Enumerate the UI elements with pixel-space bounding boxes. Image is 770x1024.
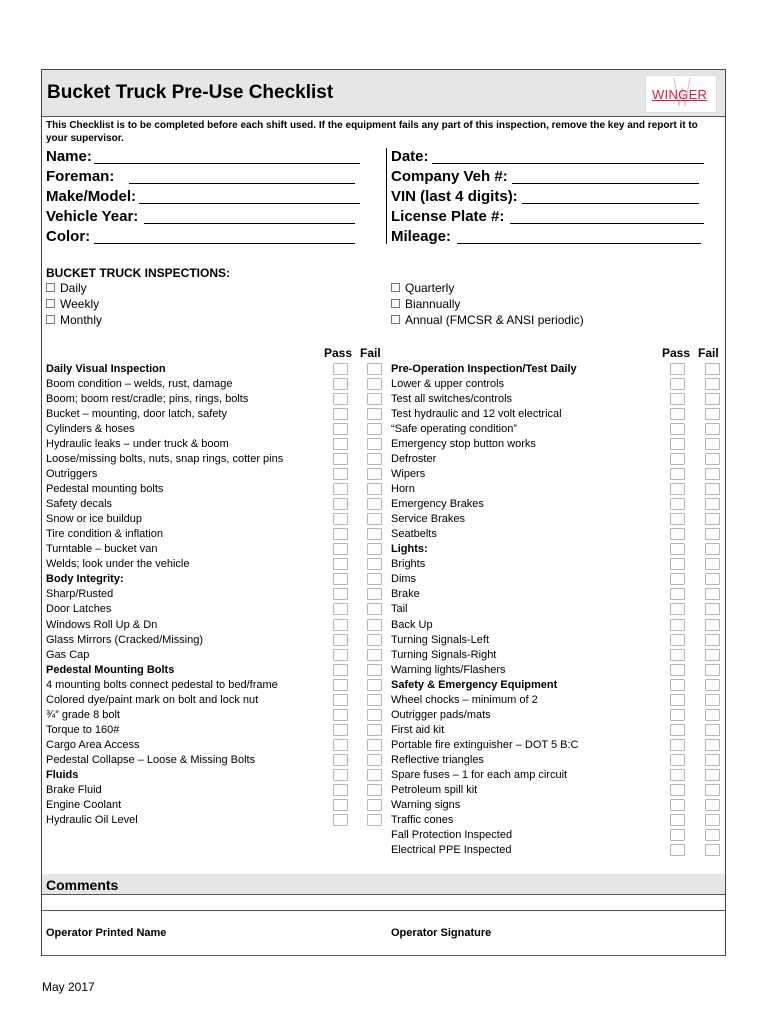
fail-checkbox[interactable] <box>705 453 720 465</box>
fail-checkbox[interactable] <box>705 588 720 600</box>
checklist-item: Safety & Emergency Equipment <box>391 678 558 691</box>
fail-checkbox[interactable] <box>367 679 382 691</box>
checklist-item: Test hydraulic and 12 volt electrical <box>391 408 562 421</box>
pass-checkbox[interactable] <box>670 363 685 375</box>
checklist-item: 4 mounting bolts connect pedestal to bed/frame <box>46 678 278 691</box>
fail-checkbox[interactable] <box>367 649 382 661</box>
fail-checkbox[interactable] <box>367 709 382 721</box>
checklist-item: Brake <box>391 588 420 601</box>
frequency-option[interactable] <box>46 313 102 327</box>
fail-checkbox[interactable] <box>367 528 382 540</box>
checklist-item: Glass Mirrors (Cracked/Missing) <box>46 633 204 646</box>
checklist-item: Lights: <box>391 543 428 556</box>
checklist-item: Brake Fluid <box>46 783 102 796</box>
checklist-item: Snow or ice buildup <box>46 513 143 526</box>
fail-checkbox[interactable] <box>705 543 720 555</box>
fail-checkbox[interactable] <box>367 483 382 495</box>
frequency-option[interactable] <box>391 313 584 327</box>
checklist-item: Brights <box>391 558 426 571</box>
pass-checkbox[interactable] <box>670 694 685 706</box>
fail-checkbox[interactable] <box>367 543 382 555</box>
right-field-input-line[interactable] <box>432 163 704 164</box>
checklist-item: Wheel chocks – minimum of 2 <box>391 693 538 706</box>
pass-checkbox[interactable] <box>670 754 685 766</box>
checklist-item: Electrical PPE Inspected <box>391 843 512 856</box>
pass-header-left: Pass <box>324 346 353 360</box>
pass-checkbox[interactable] <box>670 543 685 555</box>
right-field-input-line[interactable] <box>457 243 701 244</box>
checklist-item: Outriggers <box>46 468 98 481</box>
pass-checkbox[interactable] <box>333 588 348 600</box>
frequency-label: Monthly <box>60 313 103 327</box>
pass-checkbox[interactable] <box>670 739 685 751</box>
checklist-item: Cylinders & hoses <box>46 423 135 436</box>
pass-checkbox[interactable] <box>670 408 685 420</box>
pass-checkbox[interactable] <box>333 483 348 495</box>
checkbox-icon[interactable] <box>46 315 55 324</box>
checklist-item: Safety decals <box>46 498 113 511</box>
fail-checkbox[interactable] <box>367 769 382 781</box>
checkbox-icon[interactable] <box>391 283 400 292</box>
left-field-label: Vehicle Year: <box>46 208 139 225</box>
frequency-label: Biannually <box>405 297 461 311</box>
fail-checkbox[interactable] <box>705 603 720 615</box>
fail-checkbox[interactable] <box>705 844 720 856</box>
checklist-item: Sharp/Rusted <box>46 588 114 601</box>
pass-checkbox[interactable] <box>333 739 348 751</box>
fail-checkbox[interactable] <box>705 528 720 540</box>
fail-checkbox[interactable] <box>367 799 382 811</box>
checklist-item: Engine Coolant <box>46 798 122 811</box>
pass-checkbox[interactable] <box>333 634 348 646</box>
fail-checkbox[interactable] <box>705 649 720 661</box>
pass-checkbox[interactable] <box>333 558 348 570</box>
checklist-item: Windows Roll Up & Dn <box>46 618 158 631</box>
fail-header-right: Fail <box>698 346 719 360</box>
checklist-item: Emergency stop button works <box>391 438 536 451</box>
fail-checkbox[interactable] <box>367 724 382 736</box>
fail-checkbox[interactable] <box>367 378 382 390</box>
pass-checkbox[interactable] <box>333 438 348 450</box>
fail-checkbox[interactable] <box>705 558 720 570</box>
pass-checkbox[interactable] <box>333 694 348 706</box>
signature-line <box>42 955 725 956</box>
checkbox-icon[interactable] <box>46 299 55 308</box>
checklist-item: Tire condition & inflation <box>46 528 163 541</box>
winger-logo <box>645 75 717 113</box>
pass-header-right: Pass <box>662 346 691 360</box>
fail-checkbox[interactable] <box>705 513 720 525</box>
pass-checkbox[interactable] <box>670 649 685 661</box>
pass-checkbox[interactable] <box>333 528 348 540</box>
pass-checkbox[interactable] <box>333 649 348 661</box>
pass-checkbox[interactable] <box>333 799 348 811</box>
fail-checkbox[interactable] <box>367 468 382 480</box>
fail-checkbox[interactable] <box>705 814 720 826</box>
right-field-input-line[interactable] <box>512 183 699 184</box>
fail-header-left: Fail <box>360 346 381 360</box>
checklist-item: Bucket – mounting, door latch, safety <box>46 408 227 421</box>
pass-checkbox[interactable] <box>333 664 348 676</box>
fail-checkbox[interactable] <box>705 709 720 721</box>
fail-checkbox[interactable] <box>705 468 720 480</box>
pass-checkbox[interactable] <box>333 423 348 435</box>
comments-line <box>42 894 725 895</box>
pass-checkbox[interactable] <box>333 408 348 420</box>
pass-checkbox[interactable] <box>670 513 685 525</box>
checklist-item: Turning Signals-Right <box>391 648 497 661</box>
frequency-label: Annual (FMCSR & ANSI periodic) <box>405 313 584 327</box>
pass-checkbox[interactable] <box>333 513 348 525</box>
pass-checkbox[interactable] <box>670 784 685 796</box>
checklist-item: Reflective triangles <box>391 753 484 766</box>
checklist-item: Warning lights/Flashers <box>391 663 506 676</box>
checklist-item: Seatbelts <box>391 528 437 541</box>
fail-checkbox[interactable] <box>367 619 382 631</box>
right-field-label: Date: <box>391 148 429 165</box>
fail-checkbox[interactable] <box>367 634 382 646</box>
pass-checkbox[interactable] <box>670 603 685 615</box>
left-field-input-line[interactable] <box>129 183 355 184</box>
left-field-input-line[interactable] <box>94 243 355 244</box>
pass-checkbox[interactable] <box>333 603 348 615</box>
checklist-item: Pedestal Collapse – Loose & Missing Bolts <box>46 753 256 766</box>
pass-checkbox[interactable] <box>670 664 685 676</box>
checklist-item: Portable fire extinguisher – DOT 5 B:C <box>391 738 579 751</box>
checklist-item: Body Integrity: <box>46 573 124 586</box>
pass-checkbox[interactable] <box>670 498 685 510</box>
fail-checkbox[interactable] <box>705 573 720 585</box>
pass-checkbox[interactable] <box>670 634 685 646</box>
pass-checkbox[interactable] <box>333 468 348 480</box>
pass-checkbox[interactable] <box>670 573 685 585</box>
right-field-input-line[interactable] <box>510 223 704 224</box>
checklist-item: Boom condition – welds, rust, damage <box>46 378 233 391</box>
checklist-item: Turning Signals-Left <box>391 633 490 646</box>
fail-checkbox[interactable] <box>705 378 720 390</box>
pass-checkbox[interactable] <box>333 814 348 826</box>
right-field-label: License Plate #: <box>391 208 505 225</box>
frequency-option[interactable] <box>46 297 99 311</box>
frequency-label: Daily <box>60 281 87 295</box>
checklist-item: Turntable – bucket van <box>46 543 158 556</box>
checklist-item: Torque to 160# <box>46 723 120 736</box>
fields-divider <box>386 148 387 244</box>
checklist-item: Boom; boom rest/cradle; pins, rings, bolts <box>46 393 249 406</box>
checklist-item: Fluids <box>46 768 79 781</box>
pass-checkbox[interactable] <box>670 814 685 826</box>
pass-checkbox[interactable] <box>333 498 348 510</box>
pass-checkbox[interactable] <box>670 799 685 811</box>
fail-checkbox[interactable] <box>705 739 720 751</box>
frequency-option[interactable] <box>391 281 454 295</box>
comments-line <box>42 910 725 911</box>
frequency-label: Weekly <box>60 297 100 311</box>
pass-checkbox[interactable] <box>670 438 685 450</box>
checklist-item: Door Latches <box>46 603 112 616</box>
checklist-item: Horn <box>391 483 415 496</box>
pass-checkbox[interactable] <box>333 453 348 465</box>
fail-checkbox[interactable] <box>367 739 382 751</box>
checklist-item: Daily Visual Inspection <box>46 363 166 375</box>
fail-checkbox[interactable] <box>367 603 382 615</box>
comments-header <box>42 874 725 894</box>
fail-checkbox[interactable] <box>367 694 382 706</box>
pass-checkbox[interactable] <box>333 619 348 631</box>
pass-checkbox[interactable] <box>670 528 685 540</box>
checklist-item: Warning signs <box>391 798 461 811</box>
fail-checkbox[interactable] <box>367 784 382 796</box>
fail-checkbox[interactable] <box>367 558 382 570</box>
fail-checkbox[interactable] <box>367 498 382 510</box>
operator-name-label: Operator Printed Name <box>46 927 167 939</box>
checklist-item: Back Up <box>391 618 433 631</box>
checklist-item: Cargo Area Access <box>46 738 140 751</box>
pass-checkbox[interactable] <box>333 724 348 736</box>
pass-checkbox[interactable] <box>670 483 685 495</box>
fail-checkbox[interactable] <box>705 829 720 841</box>
right-field-label: Mileage: <box>391 228 452 245</box>
fail-checkbox[interactable] <box>367 588 382 600</box>
fail-checkbox[interactable] <box>705 498 720 510</box>
fail-checkbox[interactable] <box>705 784 720 796</box>
checkbox-icon[interactable] <box>391 299 400 308</box>
pass-checkbox[interactable] <box>670 679 685 691</box>
fail-checkbox[interactable] <box>367 363 382 375</box>
checklist-item: Traffic cones <box>391 813 454 826</box>
left-field-label: Name: <box>46 148 92 165</box>
pass-checkbox[interactable] <box>670 588 685 600</box>
pass-checkbox[interactable] <box>333 378 348 390</box>
pass-checkbox[interactable] <box>333 769 348 781</box>
checklist-item: Fall Protection Inspected <box>391 828 513 841</box>
checkbox-icon[interactable] <box>391 315 400 324</box>
fail-checkbox[interactable] <box>367 664 382 676</box>
form-title: Bucket Truck Pre-Use Checklist <box>47 82 334 103</box>
fail-checkbox[interactable] <box>367 393 382 405</box>
fail-checkbox[interactable] <box>705 799 720 811</box>
checklist-form <box>41 69 726 956</box>
fail-checkbox[interactable] <box>705 363 720 375</box>
inspections-heading: BUCKET TRUCK INSPECTIONS: <box>46 266 231 280</box>
right-field-input-line[interactable] <box>522 203 699 204</box>
checklist-item: Pedestal Mounting Bolts <box>46 663 175 676</box>
fail-checkbox[interactable] <box>367 814 382 826</box>
checklist-item: “Safe operating condition” <box>391 423 517 436</box>
checklist-item: ¾” grade 8 bolt <box>46 708 120 721</box>
left-field-label: Make/Model: <box>46 188 137 205</box>
frequency-option[interactable] <box>391 297 460 311</box>
checklist-item: Service Brakes <box>391 513 465 526</box>
pass-checkbox[interactable] <box>333 709 348 721</box>
fail-checkbox[interactable] <box>367 573 382 585</box>
checkbox-icon[interactable] <box>46 283 55 292</box>
fail-checkbox[interactable] <box>705 754 720 766</box>
pass-checkbox[interactable] <box>670 829 685 841</box>
frequency-label: Quarterly <box>405 281 455 295</box>
logo-text: WINGER <box>652 87 708 102</box>
right-field-label: Company Veh #: <box>391 168 508 185</box>
operator-signature-label: Operator Signature <box>391 927 492 939</box>
frequency-option[interactable] <box>46 281 87 295</box>
pass-checkbox[interactable] <box>670 378 685 390</box>
checklist-item: Spare fuses – 1 for each amp circuit <box>391 768 568 781</box>
fail-checkbox[interactable] <box>367 438 382 450</box>
fail-checkbox[interactable] <box>705 423 720 435</box>
checklist-item: Dims <box>391 573 417 586</box>
pass-checkbox[interactable] <box>333 679 348 691</box>
pass-checkbox[interactable] <box>670 769 685 781</box>
pass-checkbox[interactable] <box>333 363 348 375</box>
fail-checkbox[interactable] <box>367 408 382 420</box>
title-bar <box>42 70 725 117</box>
fail-checkbox[interactable] <box>367 754 382 766</box>
checklist-item: Lower & upper controls <box>391 378 505 391</box>
left-field-input-line[interactable] <box>139 203 360 204</box>
checklist-item: Loose/missing bolts, nuts, snap rings, cotter pins <box>46 453 284 466</box>
checklist-item: Test all switches/controls <box>391 393 513 406</box>
pass-checkbox[interactable] <box>670 558 685 570</box>
left-field-label: Foreman: <box>46 168 115 185</box>
checklist-item: Pedestal mounting bolts <box>46 483 164 496</box>
fail-checkbox[interactable] <box>367 453 382 465</box>
fail-checkbox[interactable] <box>705 769 720 781</box>
pass-checkbox[interactable] <box>670 393 685 405</box>
fail-checkbox[interactable] <box>367 513 382 525</box>
checklist-item: Outrigger pads/mats <box>391 708 491 721</box>
comments-label: Comments <box>46 877 119 893</box>
fail-checkbox[interactable] <box>367 423 382 435</box>
checklist-item: Colored dye/paint mark on bolt and lock nut <box>46 693 259 706</box>
pass-checkbox[interactable] <box>670 453 685 465</box>
fail-checkbox[interactable] <box>705 724 720 736</box>
fail-checkbox[interactable] <box>705 634 720 646</box>
checklist-item: Gas Cap <box>46 648 90 661</box>
pass-checkbox[interactable] <box>670 844 685 856</box>
fail-checkbox[interactable] <box>705 664 720 676</box>
checklist-item: Wipers <box>391 468 426 481</box>
pass-checkbox[interactable] <box>333 784 348 796</box>
left-field-label: Color: <box>46 228 91 245</box>
checklist-item: First aid kit <box>391 723 445 736</box>
checklist-item: Defroster <box>391 453 437 466</box>
pass-checkbox[interactable] <box>670 709 685 721</box>
pass-checkbox[interactable] <box>670 724 685 736</box>
fail-checkbox[interactable] <box>705 438 720 450</box>
pass-checkbox[interactable] <box>333 573 348 585</box>
fail-checkbox[interactable] <box>705 619 720 631</box>
fail-checkbox[interactable] <box>705 408 720 420</box>
fail-checkbox[interactable] <box>705 483 720 495</box>
pass-checkbox[interactable] <box>670 619 685 631</box>
checklist-item: Welds; look under the vehicle <box>46 558 190 571</box>
pass-checkbox[interactable] <box>670 423 685 435</box>
footer-date: May 2017 <box>42 980 95 994</box>
fail-checkbox[interactable] <box>705 694 720 706</box>
fail-checkbox[interactable] <box>705 393 720 405</box>
checklist-item: Petroleum spill kit <box>391 783 478 796</box>
intro-text: This Checklist is to be completed before each shift used. If the equipment fails any part of this inspection, remove the key and report it to your supervisor. <box>46 120 698 144</box>
pass-checkbox[interactable] <box>333 543 348 555</box>
left-field-input-line[interactable] <box>144 223 355 224</box>
checklist-item: Hydraulic Oil Level <box>46 813 138 826</box>
fail-checkbox[interactable] <box>705 679 720 691</box>
pass-checkbox[interactable] <box>333 754 348 766</box>
checklist-item: Emergency Brakes <box>391 498 484 511</box>
checklist-item: Pre-Operation Inspection/Test Daily <box>391 363 577 375</box>
checklist-item: Tail <box>391 603 408 616</box>
pass-checkbox[interactable] <box>670 468 685 480</box>
left-field-input-line[interactable] <box>94 163 360 164</box>
pass-checkbox[interactable] <box>333 393 348 405</box>
right-field-label: VIN (last 4 digits): <box>391 188 518 205</box>
checklist-item: Hydraulic leaks – under truck & boom <box>46 438 229 451</box>
